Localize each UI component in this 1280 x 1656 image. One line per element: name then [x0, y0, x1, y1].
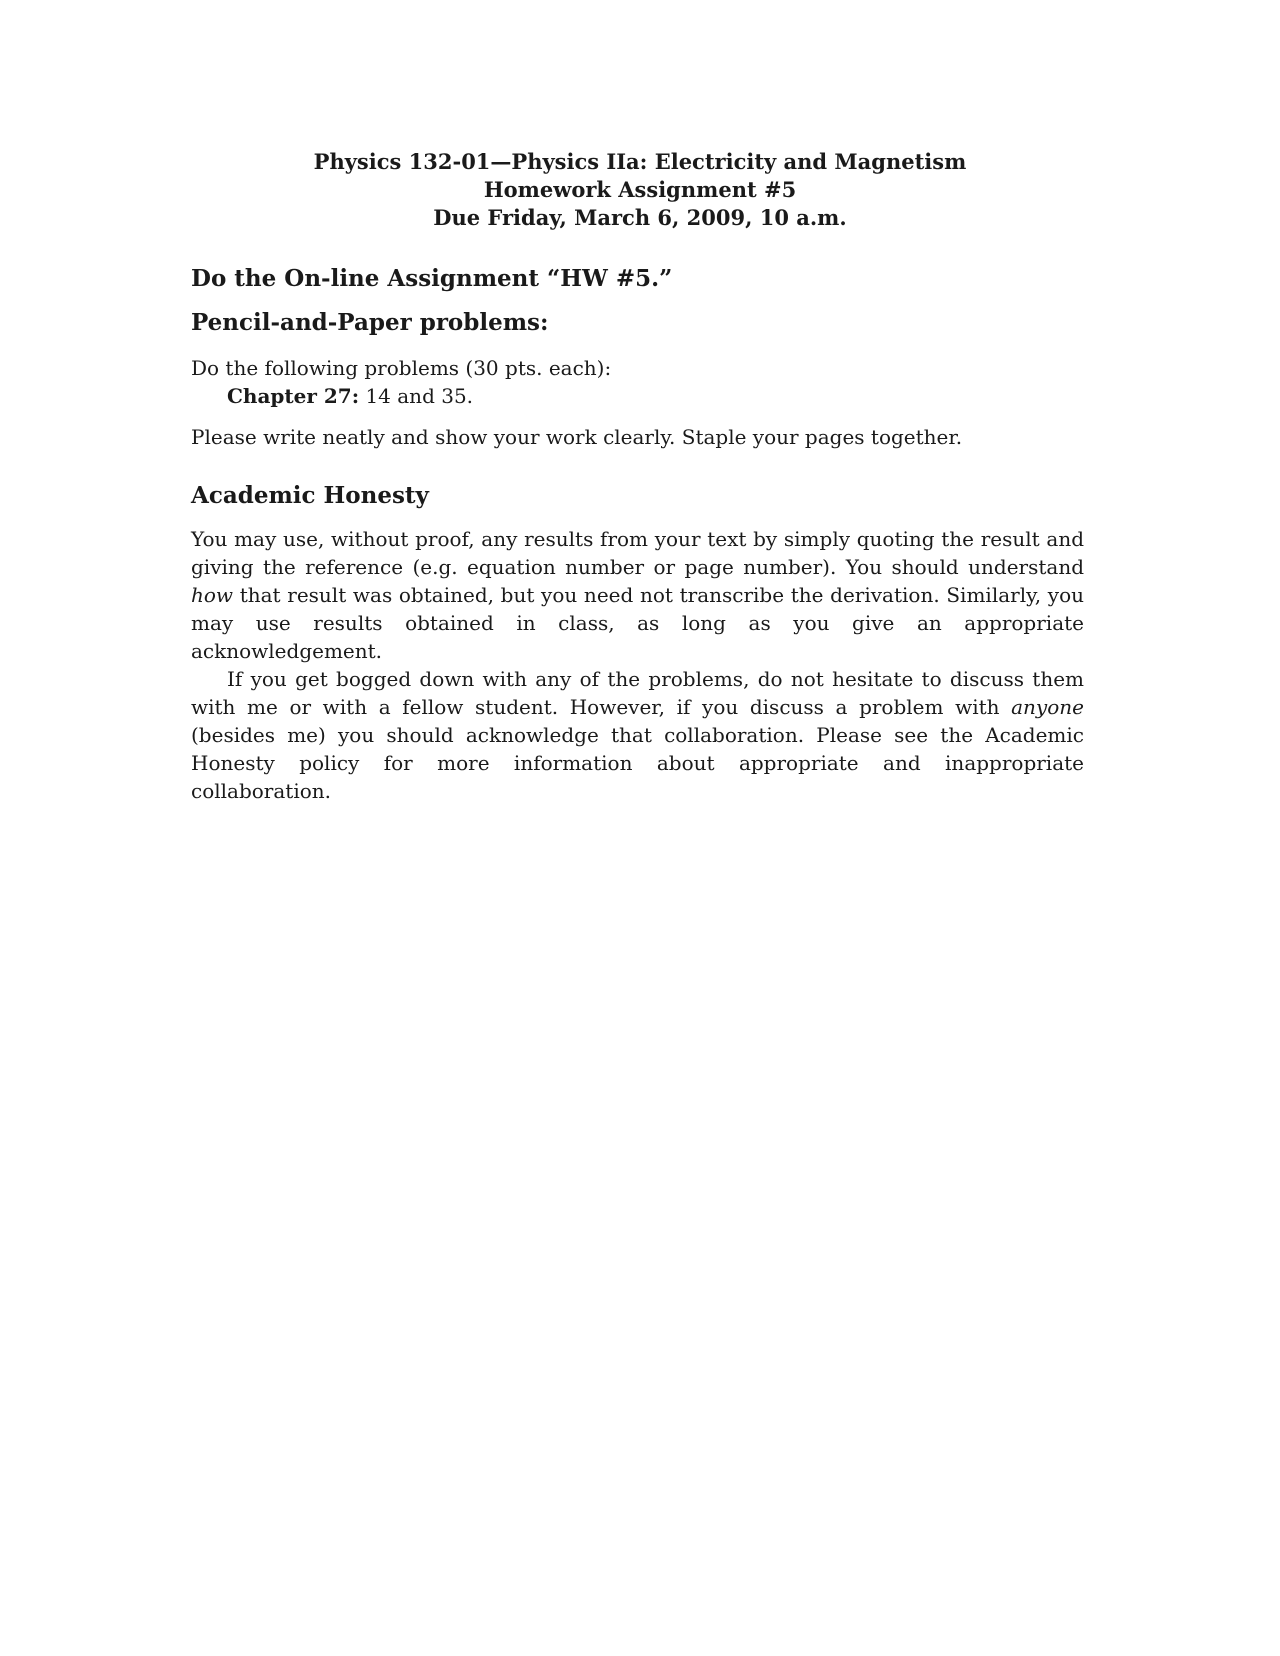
- para1-emphasis: how: [191, 583, 234, 607]
- academic-honesty-heading: Academic Honesty: [191, 482, 429, 509]
- assignment-title: Homework Assignment #5: [483, 177, 797, 202]
- chapter-label: Chapter 27:: [227, 384, 360, 408]
- para1-text-start: You may use, without proof, any results from your text by simply quoting the result and giving the reference (e.g. equation number or page number). You should understand: [191, 527, 1084, 579]
- due-date: Due Friday, March 6, 2009, 10 a.m.: [433, 205, 847, 230]
- document-body: [191, 264, 1084, 805]
- document-header: [0, 148, 1280, 232]
- para2-text-end: (besides me) you should acknowledge that collaboration. Please see the Academic Honesty policy for more information about appropriate and inappropriate collaboration.: [191, 723, 1084, 803]
- chapter-problems: [191, 382, 1084, 410]
- course-title: Physics 132-01—Physics IIa: Electricity and Magnetism: [313, 149, 967, 174]
- chapter-problem-numbers: 14 and 35.: [359, 384, 474, 408]
- problems-intro: Do the following problems (30 pts. each):: [191, 356, 612, 380]
- para1-text-end: that result was obtained, but you need not transcribe the derivation. Similarly, you may use results obtained in class, as long as you give an appropriate acknowledgement.: [191, 583, 1084, 663]
- online-assignment-heading: Do the On-line Assignment “HW #5.”: [191, 265, 673, 292]
- para2-text-start: If you get bogged down with any of the problems, do not hesitate to discuss them with me or with a fellow student. However, if you discuss a problem with: [191, 667, 1084, 719]
- academic-paragraph-1: [191, 525, 1084, 665]
- instructions-text: Please write neatly and show your work clearly. Staple your pages together.: [191, 425, 963, 449]
- problem-list: [191, 354, 1084, 410]
- academic-paragraph-2: [191, 665, 1084, 805]
- para2-emphasis: anyone: [1011, 695, 1084, 719]
- pencil-paper-heading: Pencil-and-Paper problems:: [191, 309, 549, 336]
